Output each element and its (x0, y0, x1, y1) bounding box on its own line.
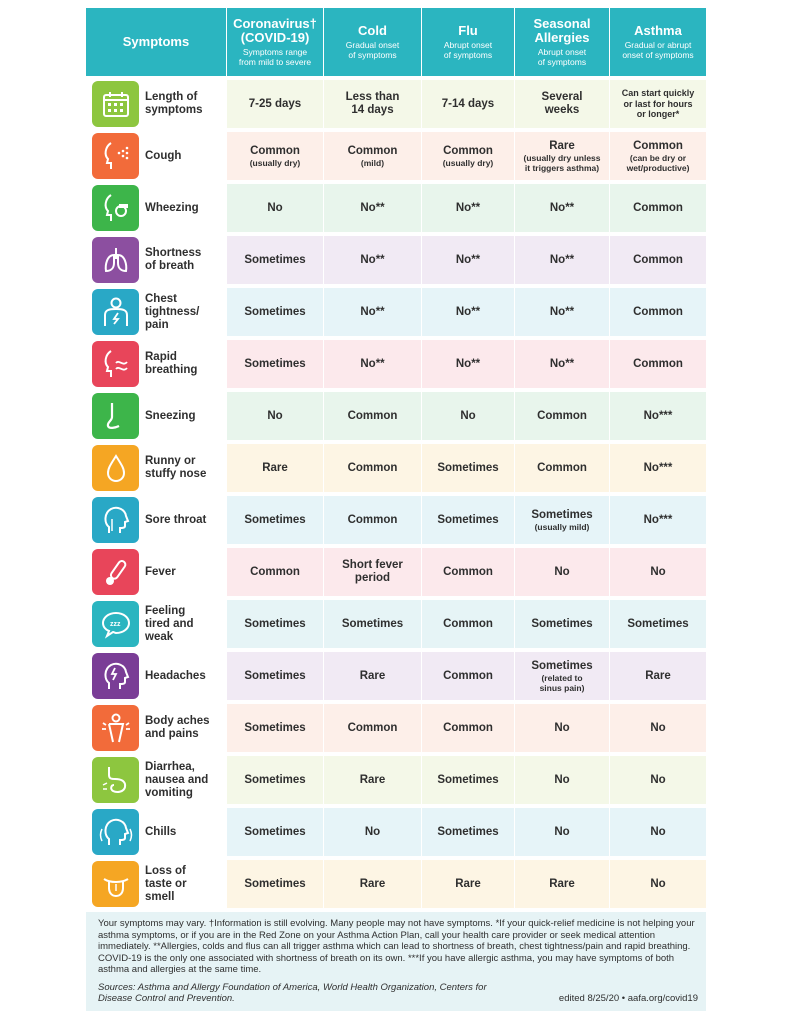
header-asthma-sub: Gradual or abrupt onset of symptoms (622, 40, 694, 60)
stomach-icon (92, 757, 139, 803)
value-cell (226, 184, 323, 232)
header-asthma-title: Asthma (634, 23, 682, 38)
cell-value: Can start quickly or last for hours or longer* (621, 88, 695, 120)
symptom-cell (86, 80, 226, 128)
symptom-label: Length of symptoms (145, 91, 203, 116)
cell-value: Sometimes (531, 659, 593, 672)
cell-value: No (650, 825, 666, 838)
cell-value: Sometimes (244, 721, 306, 734)
value-cell (514, 444, 609, 492)
cell-value: No (650, 773, 666, 786)
cell-value: No** (549, 201, 575, 214)
value-cell (226, 288, 323, 336)
value-cell (421, 340, 514, 388)
table-row (86, 652, 706, 700)
cell-value: Common (250, 565, 300, 578)
cell-value: Sometimes (244, 773, 306, 786)
cell-value: Rare (359, 669, 386, 682)
chills-icon (92, 809, 139, 855)
footer-sources: Sources: Asthma and Allergy Foundation of America, World Health Organization, Centers for Disease Control and Prevention. (98, 981, 487, 1004)
value-cell (609, 704, 706, 752)
symptom-label: Body aches and pains (145, 715, 210, 740)
symptom-label: Loss of taste or smell (145, 864, 187, 903)
cell-value: 7-25 days (248, 97, 302, 110)
cell-value: No*** (643, 513, 673, 526)
rapid-breathing-icon (92, 341, 139, 387)
cell-value: Common (633, 253, 683, 266)
cell-value: Common (347, 461, 398, 474)
body-aches-icon (92, 705, 139, 751)
cell-value: No (650, 565, 666, 578)
sleep-bubble-icon (92, 601, 139, 647)
value-cell (609, 600, 706, 648)
table-row (86, 288, 706, 336)
value-cell (609, 496, 706, 544)
value-cell (514, 756, 609, 804)
chest-pain-icon (92, 289, 139, 335)
symptom-cell (86, 704, 226, 752)
cell-value: No** (455, 305, 481, 318)
value-cell (609, 184, 706, 232)
table-row (86, 132, 706, 180)
symptom-cell (86, 444, 226, 492)
value-cell (421, 236, 514, 284)
value-cell (421, 808, 514, 856)
value-cell (609, 808, 706, 856)
value-cell (514, 496, 609, 544)
cell-note: (usually dry) (249, 157, 301, 168)
value-cell (421, 288, 514, 336)
symptom-cell (86, 548, 226, 596)
value-cell (421, 756, 514, 804)
symptom-label: Sneezing (145, 409, 196, 422)
value-cell (609, 80, 706, 128)
value-cell (226, 548, 323, 596)
cell-value: Common (443, 565, 493, 578)
cell-value: No** (455, 253, 481, 266)
value-cell (226, 80, 323, 128)
symptom-label: Diarrhea, nausea and vomiting (145, 760, 209, 799)
cell-value: No*** (643, 461, 673, 474)
symptom-cell (86, 340, 226, 388)
header-covid-sub: Symptoms range from mild to severe (238, 47, 312, 67)
symptom-label: Chills (145, 825, 177, 838)
value-cell (421, 392, 514, 440)
header-symptoms (86, 8, 226, 76)
symptom-label: Shortness of breath (145, 247, 202, 272)
table-row (86, 756, 706, 804)
cell-value: No** (549, 253, 575, 266)
symptom-cell (86, 600, 226, 648)
table-row (86, 236, 706, 284)
value-cell (226, 392, 323, 440)
cell-value: No (650, 721, 666, 734)
throat-icon (92, 497, 139, 543)
cell-value: Sometimes (531, 617, 593, 630)
cell-value: Sometimes (244, 513, 306, 526)
value-cell (609, 132, 706, 180)
value-cell (226, 132, 323, 180)
value-cell (514, 860, 609, 908)
table-row (86, 860, 706, 908)
header-cold-title: Cold (358, 23, 387, 38)
cell-value: No (554, 721, 570, 734)
table-row (86, 808, 706, 856)
cell-value: Common (633, 357, 683, 370)
value-cell (323, 132, 421, 180)
value-cell (514, 184, 609, 232)
droplet-icon (92, 445, 139, 491)
cell-value: No*** (643, 409, 673, 422)
header-cold (323, 8, 421, 76)
cell-value: Common (347, 513, 398, 526)
cell-value: Common (537, 461, 587, 474)
value-cell (514, 808, 609, 856)
cell-value: No (650, 877, 666, 890)
table-row (86, 184, 706, 232)
value-cell (421, 80, 514, 128)
cough-icon (92, 133, 139, 179)
cell-value: No** (360, 357, 385, 370)
header-allergies (514, 8, 609, 76)
tongue-icon (92, 861, 139, 907)
value-cell (226, 652, 323, 700)
value-cell (226, 808, 323, 856)
cell-value: Sometimes (244, 357, 306, 370)
symptom-cell (86, 860, 226, 908)
value-cell (421, 496, 514, 544)
value-cell (514, 704, 609, 752)
header-allergies-sub: Abrupt onset of symptoms (537, 47, 587, 67)
cell-value: Sometimes (244, 825, 306, 838)
symptom-label: Feeling tired and weak (145, 604, 194, 643)
table-row (86, 704, 706, 752)
cell-value: Sometimes (437, 773, 499, 786)
value-cell (323, 704, 421, 752)
cell-value: Common (633, 201, 683, 214)
value-cell (421, 548, 514, 596)
cell-value: No** (455, 357, 481, 370)
value-cell (323, 184, 421, 232)
cell-value: Several weeks (541, 91, 583, 116)
cell-value: Sometimes (244, 253, 306, 266)
symptom-label: Rapid breathing (145, 351, 198, 376)
cell-value: Rare (455, 877, 481, 890)
cell-value: Common (443, 721, 493, 734)
value-cell (514, 340, 609, 388)
value-cell (323, 756, 421, 804)
cell-value: Common (537, 409, 587, 422)
cell-value: No (460, 409, 476, 422)
value-cell (226, 756, 323, 804)
cell-value: Short fever period (342, 559, 403, 584)
symptom-cell (86, 184, 226, 232)
value-cell (514, 392, 609, 440)
header-flu-title: Flu (458, 23, 478, 38)
cell-note: (can be dry or wet/productive) (626, 152, 690, 173)
value-cell (609, 756, 706, 804)
value-cell (323, 860, 421, 908)
value-cell (226, 236, 323, 284)
symptom-label: Headaches (145, 669, 206, 682)
footer (86, 912, 706, 1011)
table-body (86, 76, 706, 908)
lungs-icon (92, 237, 139, 283)
table-row (86, 548, 706, 596)
value-cell (514, 80, 609, 128)
symptom-label: Runny or stuffy nose (145, 455, 207, 480)
symptom-label: Cough (145, 149, 182, 162)
table-row (86, 444, 706, 492)
value-cell (609, 444, 706, 492)
symptom-cell (86, 756, 226, 804)
value-cell (421, 860, 514, 908)
value-cell (514, 132, 609, 180)
value-cell (421, 652, 514, 700)
symptom-label: Chest tightness/ pain (145, 292, 200, 331)
value-cell (323, 600, 421, 648)
cell-value: Rare (262, 461, 288, 474)
cell-value: Common (347, 721, 398, 734)
cell-value: Common (250, 144, 300, 157)
cell-value: Sometimes (437, 513, 499, 526)
value-cell (226, 704, 323, 752)
whistle-icon (92, 185, 139, 231)
footer-sources-row (98, 982, 698, 1005)
value-cell (421, 444, 514, 492)
symptom-label: Sore throat (145, 513, 207, 526)
cell-value: Sometimes (244, 617, 306, 630)
cell-value: Rare (549, 877, 575, 890)
cell-value: Sometimes (244, 669, 306, 682)
header-allergies-title: Seasonal Allergies (533, 16, 591, 45)
value-cell (323, 80, 421, 128)
cell-value: No** (455, 201, 481, 214)
cell-note: (mild) (360, 157, 385, 168)
cell-value: No (554, 565, 570, 578)
cell-value: No** (360, 253, 385, 266)
symptom-cell (86, 496, 226, 544)
symptom-comparison-chart (86, 8, 706, 1011)
symptom-label: Wheezing (145, 201, 199, 214)
value-cell (323, 548, 421, 596)
cell-value: Common (443, 617, 493, 630)
cell-value: Common (347, 144, 398, 157)
value-cell (514, 652, 609, 700)
cell-value: Sometimes (244, 305, 306, 318)
cell-value: Sometimes (437, 825, 499, 838)
thermometer-icon (92, 549, 139, 595)
value-cell (421, 184, 514, 232)
cell-value: Rare (359, 877, 386, 890)
symptom-cell (86, 652, 226, 700)
value-cell (514, 548, 609, 596)
symptom-cell (86, 236, 226, 284)
value-cell (323, 288, 421, 336)
value-cell (226, 860, 323, 908)
header-flu-sub: Abrupt onset of symptoms (443, 40, 493, 60)
value-cell (514, 600, 609, 648)
calendar-icon (92, 81, 139, 127)
header-flu (421, 8, 514, 76)
value-cell (323, 340, 421, 388)
value-cell (421, 132, 514, 180)
value-cell (226, 444, 323, 492)
cell-value: Rare (359, 773, 386, 786)
cell-value: Common (633, 139, 683, 152)
cell-value: No** (549, 357, 575, 370)
table-row (86, 340, 706, 388)
value-cell (609, 652, 706, 700)
value-cell (226, 340, 323, 388)
cell-value: No** (360, 305, 385, 318)
value-cell (421, 704, 514, 752)
value-cell (323, 444, 421, 492)
value-cell (323, 496, 421, 544)
cell-note: (usually mild) (534, 521, 590, 532)
value-cell (609, 340, 706, 388)
symptom-cell (86, 808, 226, 856)
cell-value: Sometimes (531, 508, 593, 521)
header-asthma (609, 8, 706, 76)
cell-value: No** (549, 305, 575, 318)
cell-value: No (364, 825, 381, 838)
value-cell (323, 808, 421, 856)
cell-value: 7-14 days (441, 97, 495, 110)
cell-note: (usually dry) (442, 157, 494, 168)
value-cell (609, 288, 706, 336)
cell-value: Common (443, 144, 493, 157)
cell-value: No (267, 201, 283, 214)
svg-text:zzz: zzz (109, 621, 120, 628)
cell-note: (related to sinus pain) (539, 672, 585, 693)
cell-value: Rare (549, 139, 575, 152)
symptom-cell (86, 132, 226, 180)
table-row (86, 600, 706, 648)
value-cell (609, 236, 706, 284)
value-cell (226, 600, 323, 648)
value-cell (609, 548, 706, 596)
cell-value: Sometimes (627, 617, 689, 630)
symptom-label: Fever (145, 565, 176, 578)
cell-value: No (554, 825, 570, 838)
cell-value: Common (443, 669, 493, 682)
cell-value: Common (633, 305, 683, 318)
table-row (86, 392, 706, 440)
value-cell (609, 392, 706, 440)
value-cell (323, 652, 421, 700)
cell-note: (usually dry unless it triggers asthma) (523, 152, 601, 173)
value-cell (609, 860, 706, 908)
value-cell (323, 236, 421, 284)
header-covid (226, 8, 323, 76)
value-cell (421, 600, 514, 648)
cell-value: Rare (645, 669, 671, 682)
cell-value: Sometimes (244, 877, 306, 890)
table-header (86, 8, 706, 76)
value-cell (514, 288, 609, 336)
headache-icon (92, 653, 139, 699)
footer-edited: edited 8/25/20 • aafa.org/covid19 (558, 993, 698, 1004)
cell-value: No** (360, 201, 385, 214)
cell-value: Common (347, 409, 398, 422)
cell-value: No (554, 773, 570, 786)
table-row (86, 80, 706, 128)
value-cell (323, 392, 421, 440)
cell-value: Sometimes (341, 617, 404, 630)
value-cell (226, 496, 323, 544)
table-row (86, 496, 706, 544)
cell-value: Less than 14 days (345, 91, 400, 116)
symptom-cell (86, 392, 226, 440)
header-symptoms-title: Symptoms (122, 34, 190, 49)
symptom-cell (86, 288, 226, 336)
value-cell (514, 236, 609, 284)
cell-value: No (267, 409, 283, 422)
cell-value: Sometimes (437, 461, 499, 474)
header-cold-sub: Gradual onset of symptoms (345, 40, 400, 60)
nose-icon (92, 393, 139, 439)
footer-note: Your symptoms may vary. †Information is still evolving. Many people may not have symptoms. *If your quick-relief medicine is not helping your asthma symptoms, or if you are in the Red Zone on your Asthma Action Plan, call your health care provider or seek medical attention immediately. **Allergies, colds and flus can all trigger asthma which can lead to shortness of breath, chest tightness/pain and rapid breathing. COVID-19 is the only one associated with shortness of breath on its own. ***If you have allergic asthma, you may have symptoms of both asthma and allergies at the same time. (98, 918, 695, 975)
header-covid-title: Coronavirus† (COVID-19) (233, 16, 317, 45)
